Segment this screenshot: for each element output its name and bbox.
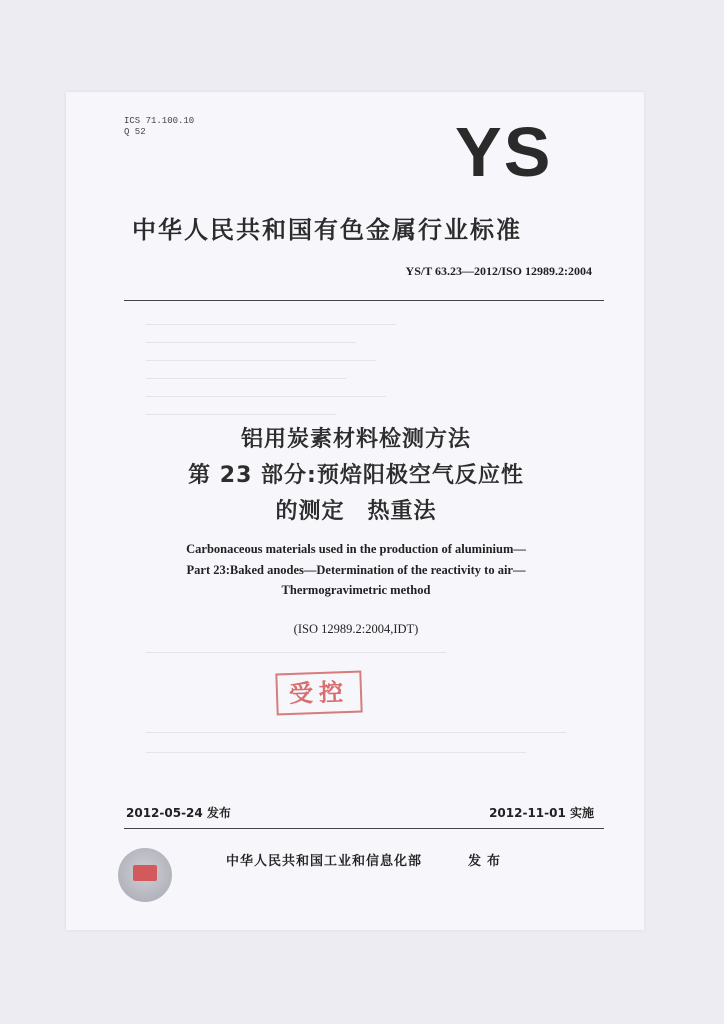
bleed-through-line: [146, 414, 336, 415]
bleed-through-line: [146, 342, 356, 343]
issuing-authority: 中华人民共和国工业和信息化部: [226, 854, 423, 869]
issue-label: 发布: [468, 854, 507, 869]
bleed-through-line: [146, 396, 386, 397]
document-page: [66, 92, 644, 930]
chinese-title-line-2: 第 23 部分:预焙阳极空气反应性: [188, 463, 524, 488]
publish-date: 2012-05-24 发布: [126, 806, 231, 820]
standard-number: YS/T 63.23—2012/ISO 12989.2:2004: [405, 264, 592, 278]
ys-logo: YS: [455, 113, 553, 191]
publisher-seal: [118, 848, 172, 902]
english-title-line-3: Thermogravimetric method: [281, 583, 431, 597]
iso-equivalence: (ISO 12989.2:2004,IDT): [293, 622, 419, 636]
english-title-line-2: Part 23:Baked anodes—Determination of the reactivity to air—: [186, 563, 526, 577]
implementation-date: 2012-11-01 实施: [489, 806, 594, 820]
classification-codes: [124, 116, 194, 138]
bleed-through-line: [146, 752, 526, 753]
bleed-through-line: [146, 360, 376, 361]
footer-divider: [124, 828, 604, 829]
bleed-through-line: [146, 732, 566, 733]
header-divider: [124, 300, 604, 301]
organization-title: 中华人民共和国有色金属行业标准: [132, 216, 522, 244]
ics-code: ICS 71.100.10: [124, 116, 195, 126]
controlled-copy-stamp: 受控: [275, 671, 362, 716]
bleed-through-line: [146, 378, 346, 379]
chinese-title-line-1: 铝用炭素材料检测方法: [240, 427, 471, 452]
english-title-line-1: Carbonaceous materials used in the production of aluminium—: [186, 542, 526, 556]
chinese-title-line-3: 的测定 热重法: [275, 499, 437, 524]
ccs-code: Q 52: [124, 127, 146, 137]
bleed-through-line: [146, 652, 446, 653]
bleed-through-line: [146, 324, 396, 325]
seal-emblem-icon: [133, 865, 157, 881]
